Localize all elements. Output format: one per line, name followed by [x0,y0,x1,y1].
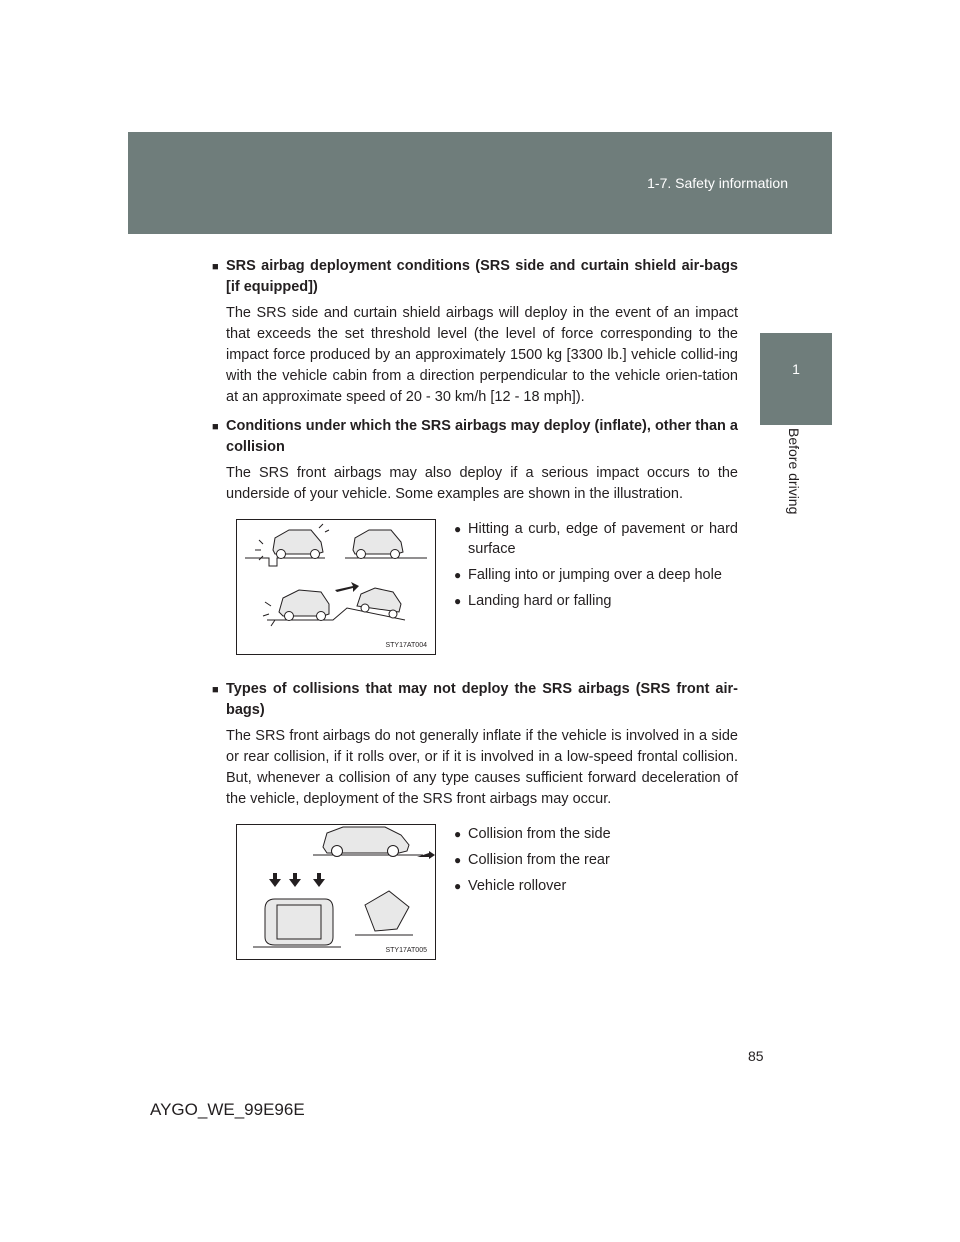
page-number: 85 [748,1048,764,1064]
figure-code: STY17AT005 [385,947,427,954]
list-item: ● Hitting a curb, edge of pavement or hard surface [454,521,738,557]
section-title: 1-7. Safety information [647,175,788,191]
chapter-tab: 1 [760,333,832,425]
figure-code: STY17AT004 [385,642,427,649]
underside-impact-illustration [237,520,435,654]
chapter-label: Before driving [786,428,802,515]
section-heading: ■ Types of collisions that may not deploy the SRS airbags (SRS front air-bags) [212,681,738,718]
section-body: The SRS front airbags may also deploy if a serious impact occurs to the underside of your vehicle. Some examples are shown in the illustration. [226,465,738,502]
illustration-underside-impact [236,519,436,655]
list-item: ● Landing hard or falling [454,593,612,609]
list-item: ● Vehicle rollover [454,878,567,894]
list-item: ● Falling into or jumping over a deep hole [454,567,722,583]
dot-bullet-icon: ● [454,594,462,608]
dot-bullet-icon: ● [454,879,462,893]
dot-bullet-icon: ● [454,522,462,536]
section-heading: ■ SRS airbag deployment conditions (SRS side and curtain shield air-bags [if equipped]) [212,258,738,295]
dot-bullet-icon: ● [454,853,462,867]
footer-code: AYGO_WE_99E96E [150,1100,305,1119]
bullet-list [454,824,738,902]
square-bullet-icon: ■ [212,261,219,273]
bullet-list [454,519,738,617]
section-body: The SRS front airbags do not generally inflate if the vehicle is involved in a side or rear collision, if it rolls over, or if it is involved in a low-speed frontal collision. But, whenever a collision of any type causes sufficient forward deceleration of the vehicle, deployment of the SRS front airbags may occur. [226,728,738,807]
page-content [212,256,738,984]
dot-bullet-icon: ● [454,827,462,841]
figure-row [212,824,738,962]
square-bullet-icon: ■ [212,421,219,433]
list-item: ● Collision from the rear [454,852,610,868]
section-body: The SRS side and curtain shield airbags will deploy in the event of an impact that exceeds the set threshold level (the level of force corresponding to the impact force produced by an approximately 1500 kg [3300 lb.] vehicle collid-ing with the vehicle cabin from a direction perpendicular to the vehicle orien-tation at an approximate speed of 20 - 30 km/h [12 - 18 mph]). [226,305,738,405]
illustration-non-deploy [236,824,436,960]
list-item: ● Collision from the side [454,826,611,842]
header-band [128,132,832,234]
dot-bullet-icon: ● [454,568,462,582]
figure-row [212,519,738,657]
section-heading: ■ Conditions under which the SRS airbags may deploy (inflate), other than a collision [212,418,738,455]
non-deploy-illustration [237,825,435,959]
square-bullet-icon: ■ [212,684,219,696]
